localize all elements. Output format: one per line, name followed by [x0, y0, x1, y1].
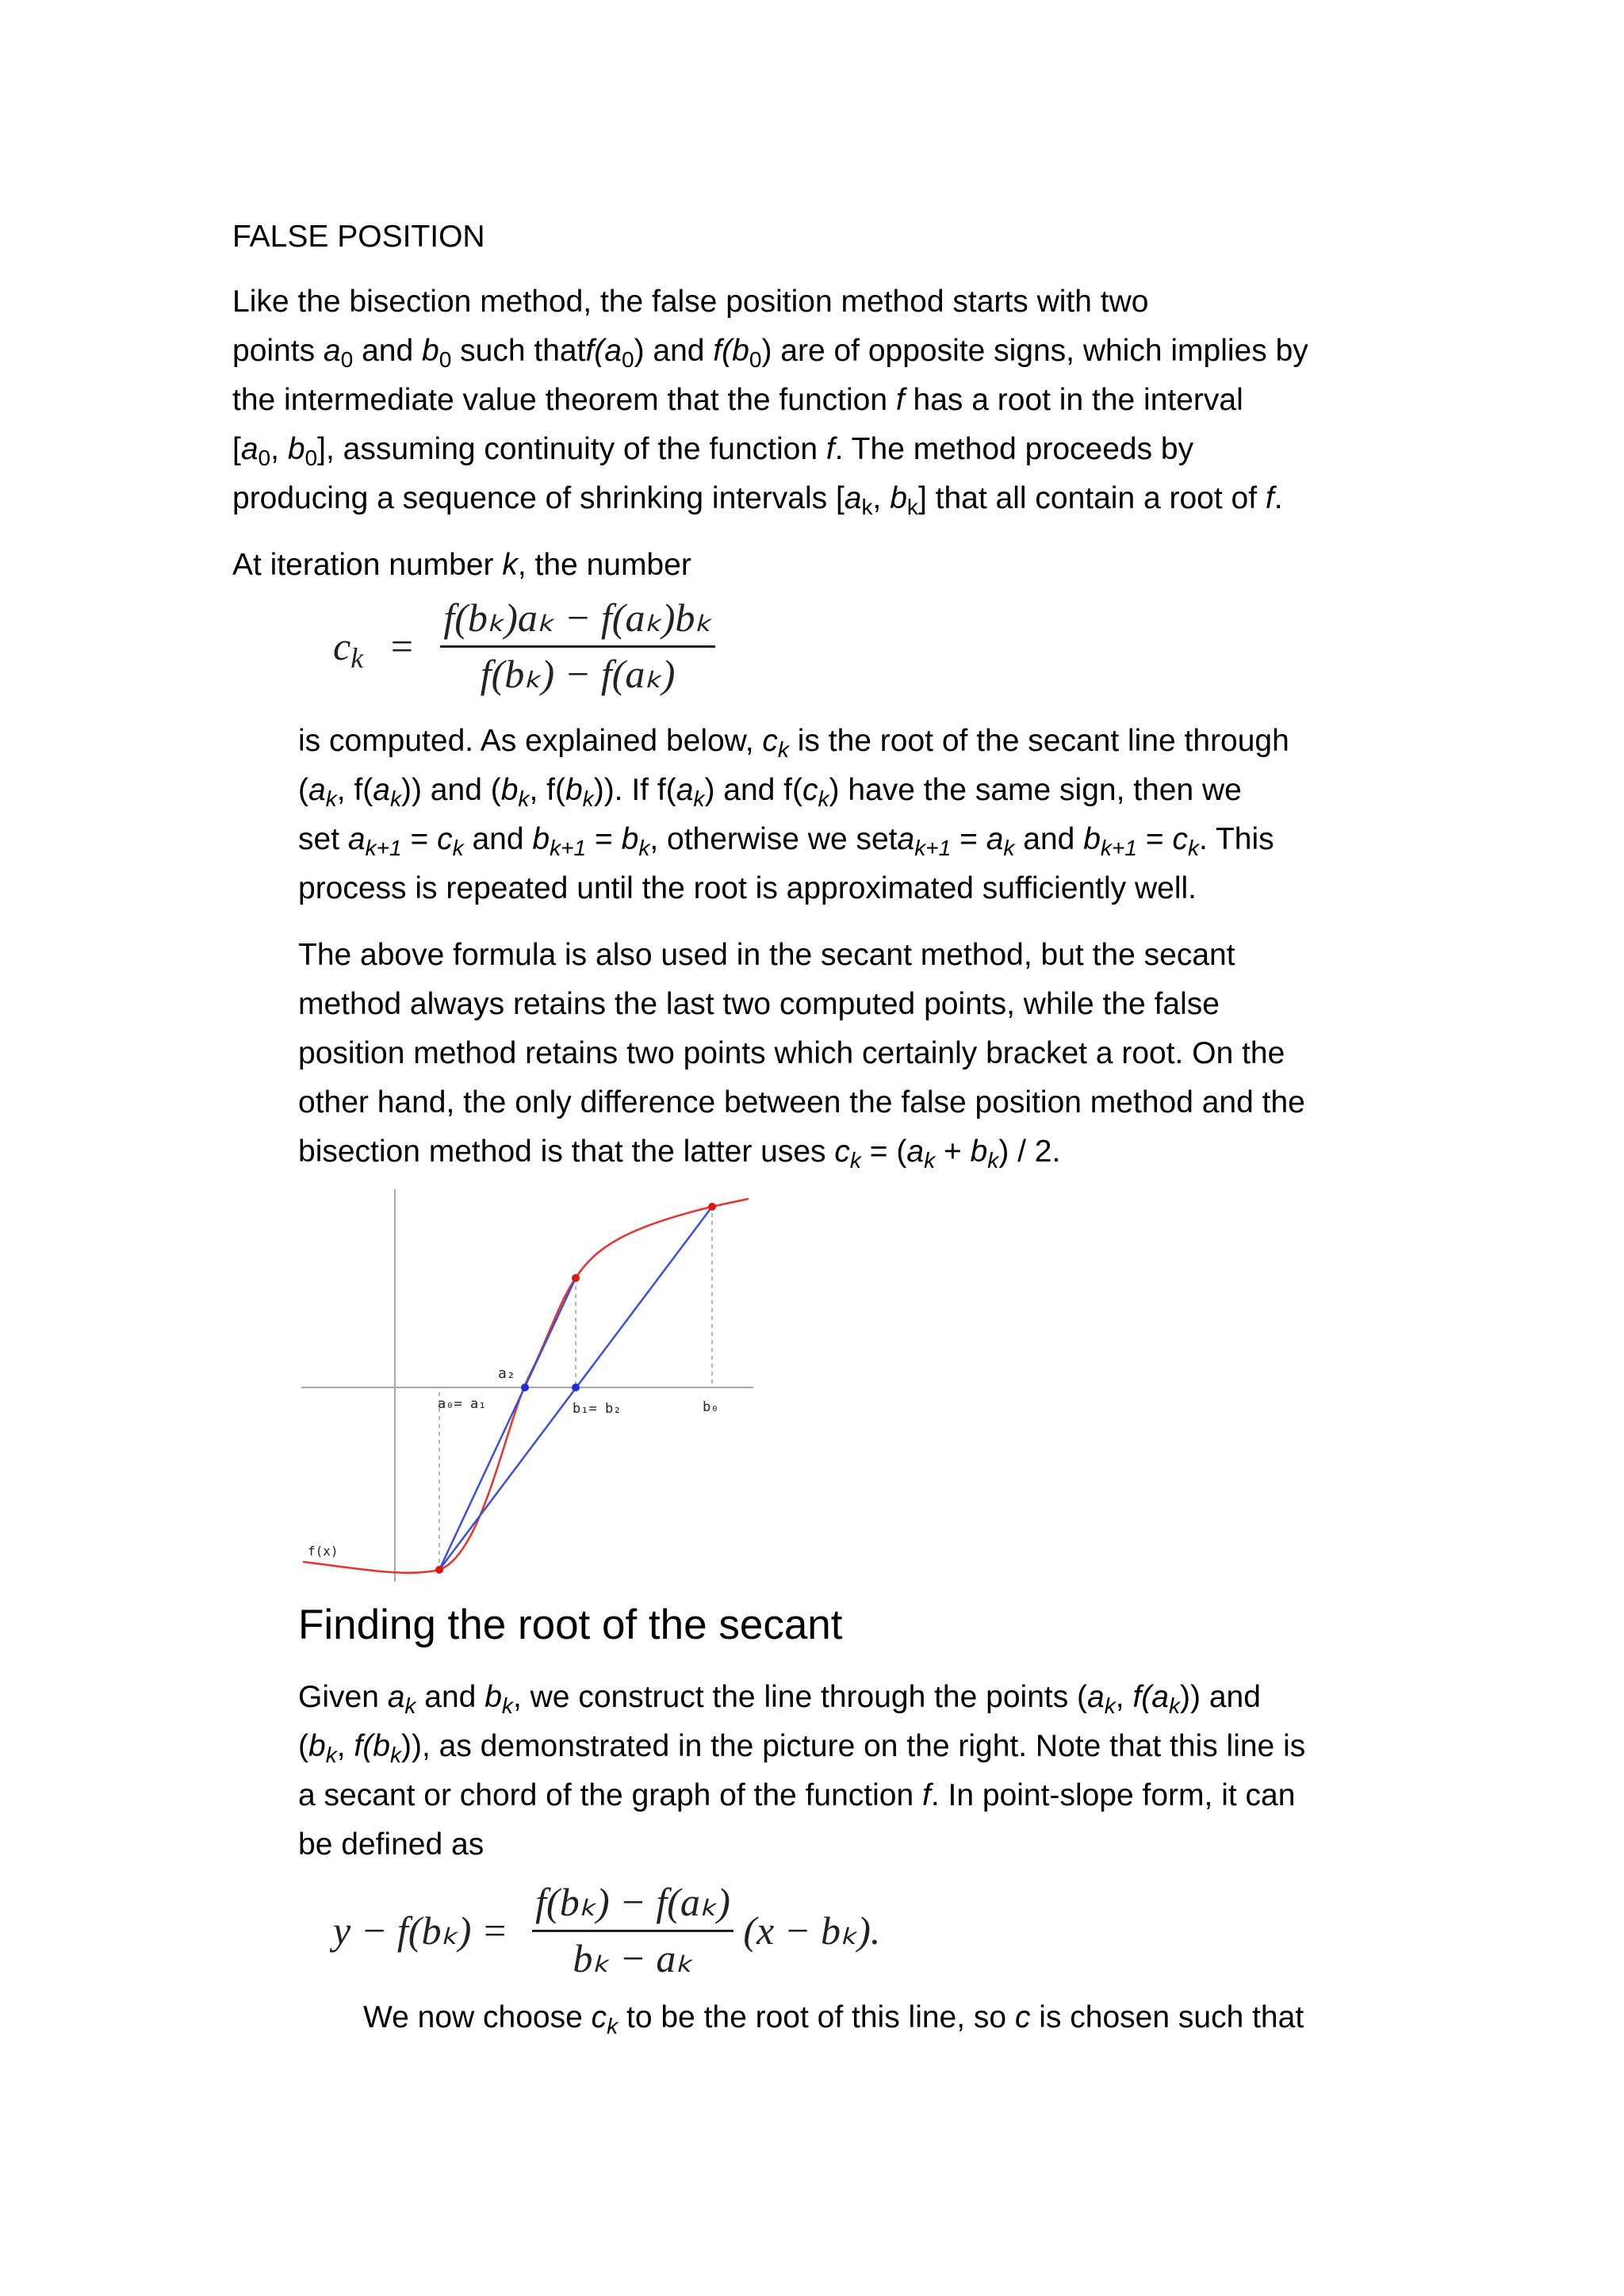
label-b0: b₀ — [703, 1399, 719, 1415]
label-a2: a₂ — [498, 1365, 515, 1382]
para4-line1: The above formula is also used in the secant method, but the secant — [298, 938, 1235, 972]
secant-line-2 — [439, 1278, 576, 1570]
para4-line3: position method retains two points which certainly bracket a root. On the — [298, 1036, 1285, 1070]
para1-line3: the intermediate value theorem that the function f has a root in the interval — [232, 383, 1243, 417]
secant-line-formula — [333, 1879, 880, 1981]
para5-line3: a secant or chord of the graph of the function f. In point-slope form, it can — [298, 1778, 1296, 1812]
para5-line1: Given $a_k$ and $b_k$, we construct the line through the points ($a_k$, $f(a_k)$) and — [298, 1680, 1261, 1718]
point-b1 — [572, 1383, 580, 1391]
para6: We now choose $c_k$ to be the root of this line, so c is chosen such that — [363, 2000, 1304, 2038]
para3-line2: ($a_k$, $f(a_k)$) and ($b_k$, $f(b_k)$). If $f(a_k)$ and $f(c_k)$ have the same sign, then we — [298, 773, 1242, 811]
label-fx: f(x) — [308, 1544, 339, 1559]
para4-line2: method always retains the last two computed points, while the false — [298, 987, 1220, 1021]
para1-line1: Like the bisection method, the false position method starts with two — [232, 285, 1149, 319]
subsection-heading: Finding the root of the secant — [298, 1601, 843, 1648]
para1-line4: [$a_0$, $b_0$], assuming continuity of the function f. The method proceeds by — [232, 432, 1194, 470]
para4-line4: other hand, the only difference between the false position method and the — [298, 1085, 1305, 1119]
formula1-numerator: f(bₖ)aₖ − f(aₖ)bₖ — [440, 595, 714, 648]
para2: At iteration number k, the number — [232, 548, 691, 582]
para3-line3: set $a_{k+1} = c_k$ and $b_{k+1} = b_k$, otherwise we seta$_{k+1}$ = $a_k$ and $b_{k+1} = c_k$. This — [298, 822, 1274, 860]
label-a0-a1: a₀= a₁ — [438, 1396, 487, 1412]
section-heading: FALSE POSITION — [232, 220, 485, 254]
para1-line2: points $a_0$ and $b_0$ such $thatf(a_0)$ and $f(b_0)$ are of opposite signs, which implies by — [232, 334, 1308, 372]
point-fb0 — [708, 1203, 716, 1211]
point-fa0 — [435, 1566, 443, 1574]
point-fb1 — [572, 1274, 580, 1282]
formula2-numerator: f(bₖ) − f(aₖ) — [532, 1879, 733, 1932]
formula2-rhs: (x − bₖ). — [743, 1908, 881, 1953]
para4-line5: bisection method is that the latter uses $c_k = (a_k + b_k) / 2$. — [298, 1135, 1061, 1173]
para3-line1: is computed. As explained below, $c_k$ is the root of the secant line through — [298, 724, 1289, 762]
formula2-lhs: y − f(bₖ) = — [333, 1908, 508, 1953]
formula2-denominator: bₖ − aₖ — [573, 1936, 693, 1980]
formula1-denominator: f(bₖ) − f(aₖ) — [480, 652, 676, 696]
para5-line4: be defined as — [298, 1827, 485, 1862]
point-a2 — [521, 1383, 529, 1391]
label-b1-b2: b₁= b₂ — [573, 1401, 622, 1417]
false-position-diagram — [293, 1181, 769, 1594]
para5-line2: ($b_k$, $f(b_k)$), as demonstrated in the picture on the right. Note that this line is — [298, 1729, 1306, 1767]
para1-line5: producing a sequence of shrinking intervals [$a_k$, $b_k$] that all contain a root of f. — [232, 481, 1283, 519]
false-position-formula: $c_k$ = $\frac{\text{f(bₖ)aₖ − f(aₖ)bₖ}}{\text{f(bₖ) − f(aₖ)}}$ — [333, 595, 715, 697]
para3-line4: process is repeated until the root is approximated sufficiently well. — [298, 871, 1197, 905]
